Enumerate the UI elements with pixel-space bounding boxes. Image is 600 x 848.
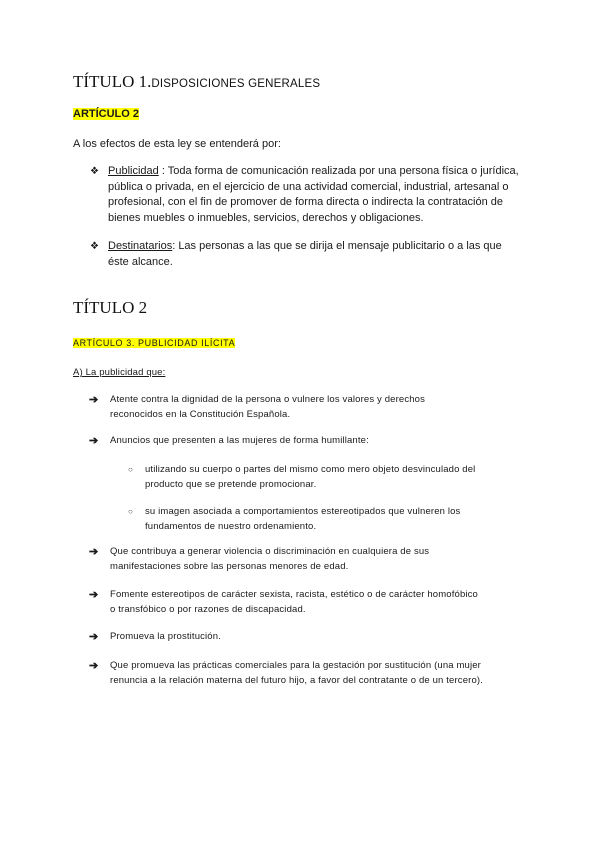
- titulo-2-heading: TÍTULO 2: [73, 298, 148, 317]
- list-item: Que promueva las prácticas comerciales para la gestación por sustitución (una mujer renuncia a la relación materna del futuro hijo, a favor del contratante o de un tercero).: [110, 660, 483, 686]
- articulo-3-label: ARTÍCULO 3. PUBLICIDAD ILÍCITA: [73, 338, 236, 348]
- titulo-1-heading: [73, 72, 320, 92]
- definition-term: Publicidad: [108, 165, 159, 177]
- titulo-1-main: TÍTULO 1.: [73, 72, 152, 91]
- arrow-bullet-icon: ➔: [89, 394, 99, 406]
- list-item: Anuncios que presenten a las mujeres de forma humillante:: [110, 435, 369, 446]
- arrow-bullet-icon: ➔: [89, 546, 99, 558]
- articulo-3-subheading: A) La publicidad que:: [73, 367, 166, 378]
- diamond-bullet-icon: ❖: [90, 166, 99, 177]
- articulo-2-intro: A los efectos de esta ley se entenderá por:: [73, 138, 281, 150]
- articulo-3-heading: [73, 338, 235, 348]
- circle-bullet-icon: ○: [128, 465, 133, 474]
- arrow-bullet-icon: ➔: [89, 660, 99, 672]
- definition-line: pública o privada, en el ejercicio de una actividad comercial, industrial, artesanal o: [108, 180, 509, 193]
- sub-list-item: su imagen asociada a comportamientos estereotipados que vulneren los fundamentos de nuestro ordenamiento.: [145, 506, 461, 532]
- arrow-bullet-icon: ➔: [89, 631, 99, 643]
- list-item: Atente contra la dignidad de la persona o vulnere los valores y derechos reconocidos en la Constitución Española.: [110, 394, 425, 420]
- definition-publicidad: [108, 164, 578, 226]
- list-item: Promueva la prostitución.: [110, 631, 221, 642]
- arrow-bullet-icon: ➔: [89, 589, 99, 601]
- articulo-2-label: ARTÍCULO 2: [73, 108, 139, 120]
- list-item: Que contribuya a generar violencia o discriminación en cualquiera de sus manifestaciones sobre las personas menores de edad.: [110, 546, 430, 572]
- titulo-1-sub: DISPOSICIONES GENERALES: [151, 78, 321, 90]
- definition-destinatarios: [108, 239, 578, 270]
- definition-line: bienes muebles o inmuebles, servicios, derechos y obligaciones.: [108, 211, 424, 224]
- definition-line: profesional, con el fin de promover de forma directa o indirecta la contratación de: [108, 196, 503, 208]
- arrow-bullet-icon: ➔: [89, 435, 99, 447]
- diamond-bullet-icon: ❖: [90, 241, 99, 252]
- definition-line: Publicidad : Toda forma de comunicación realizada por una persona física o jurídica,: [108, 165, 519, 177]
- definition-line: Destinatarios: Las personas a las que se dirija el mensaje publicitario o a las que: [108, 240, 502, 252]
- articulo-2-heading: [73, 108, 139, 120]
- definition-line: éste alcance.: [108, 255, 173, 268]
- list-item: Fomente estereotipos de carácter sexista, racista, estético o de carácter homofóbico o transfóbico o por razones de discapacidad.: [110, 589, 478, 615]
- sub-list-item: utilizando su cuerpo o partes del mismo como mero objeto desvinculado del producto que se pretende promocionar.: [145, 464, 476, 490]
- definition-term: Destinatarios: [108, 240, 173, 252]
- circle-bullet-icon: ○: [128, 507, 133, 516]
